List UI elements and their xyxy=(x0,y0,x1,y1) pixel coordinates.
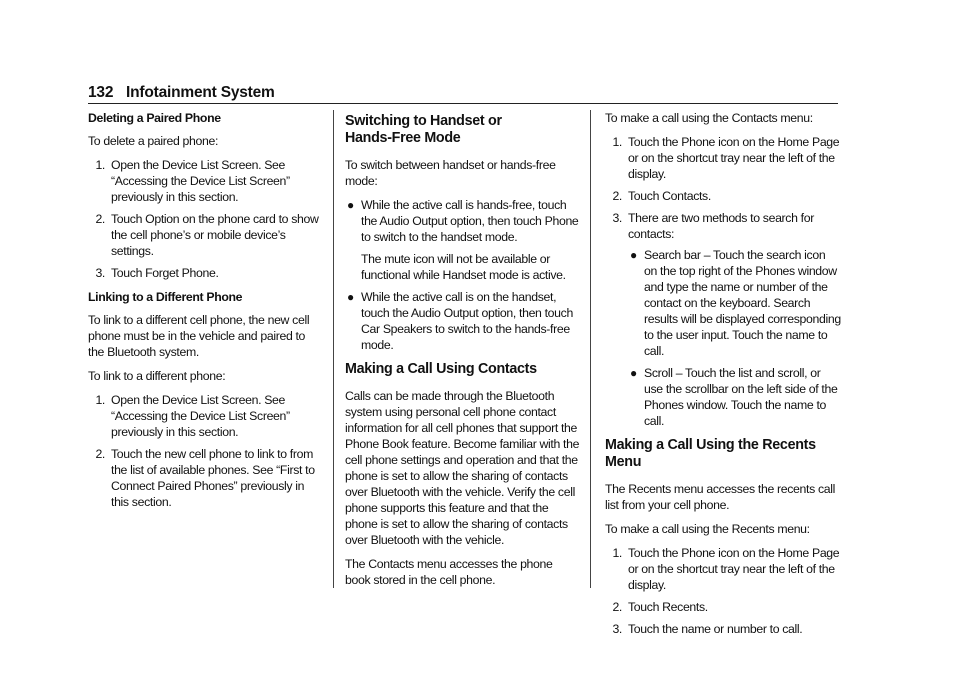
contacts-menu-intro: To make a call using the Contacts menu: xyxy=(605,111,813,125)
mute-note: The mute icon will not be available or functional while Handset mode is active. xyxy=(361,252,566,282)
step-number: 2. xyxy=(95,212,105,226)
step-number: 2. xyxy=(95,447,105,461)
list-item: 2. Touch Option on the phone card to show the cell phone’s or mobile device’s settings. xyxy=(88,211,324,259)
list-item: ● While the active call is on the handset, touch the Audio Output option, then touch Car Speakers to switch to the hands-free mode. xyxy=(347,290,573,352)
step-number: 1. xyxy=(95,393,105,407)
step-number: 3. xyxy=(95,266,105,280)
header-rule xyxy=(88,103,838,104)
column-3 xyxy=(605,110,841,645)
contacts-steps xyxy=(605,134,841,429)
page-title: Infotainment System xyxy=(126,84,275,101)
linking-intro: To link to a different phone: xyxy=(88,369,226,383)
contacts-menu-paragraph: The Contacts menu accesses the phone book stored in the cell phone. xyxy=(345,557,553,587)
deleting-steps xyxy=(88,157,324,281)
step-number: 2. xyxy=(612,189,622,203)
page-number: 132 xyxy=(88,84,114,101)
contacts-paragraph: Calls can be made through the Bluetooth system using personal cell phone contact information for all cell phones that support the Phone Book feature. Become familiar with the cell phone settings and operation and that the phone is set to allow the sharing of contacts over Bluetooth with the vehicle. Verify the cell phone supports this feature and that the phone is set to allow the sharing of contacts over Bluetooth with the vehicle. xyxy=(345,389,580,547)
bullet-icon: ● xyxy=(630,366,637,380)
step-number: 1. xyxy=(95,158,105,172)
subheading-linking: Linking to a Different Phone xyxy=(88,290,243,304)
step-number: 3. xyxy=(612,622,622,636)
search-methods xyxy=(628,247,841,429)
deleting-intro: To delete a paired phone: xyxy=(88,134,219,148)
column-divider-2 xyxy=(590,110,591,588)
bullet-icon: ● xyxy=(347,290,354,304)
step-number: 2. xyxy=(612,600,622,614)
list-item: 3. Touch the name or number to call. xyxy=(605,621,841,637)
recents-steps xyxy=(605,545,841,637)
list-item: 3. Touch Forget Phone. xyxy=(88,265,324,281)
list-item: 1. Open the Device List Screen. See “Accessing the Device List Screen” previously in this section. xyxy=(88,392,324,440)
list-item: ● Scroll – Touch the list and scroll, or use the scrollbar on the left side of the Phones window. Touch the name to call. xyxy=(630,366,838,428)
step-number: 3. xyxy=(612,211,622,225)
linking-steps xyxy=(88,392,324,510)
bullet-icon: ● xyxy=(630,248,637,262)
step-number: 1. xyxy=(612,135,622,149)
column-1 xyxy=(88,110,324,518)
column-divider-1 xyxy=(333,110,334,588)
column-2 xyxy=(345,111,580,596)
list-item: 2. Touch Recents. xyxy=(605,599,841,615)
list-item: 3. There are two methods to search for contacts: ● Search bar – Touch the search icon on the top right of the Phones window and type the name or number of the contact on the keyboard. Search results will be displayed corresponding to the user input. Touch the name to call. ● Scroll – Touch the list and scroll, or use the scrollbar on the left side of the Phones window. Touch the name to call. xyxy=(605,210,841,429)
list-item: 1. Open the Device List Screen. See “Accessing the Device List Screen” previously in this section. xyxy=(88,157,324,205)
recents-paragraph: The Recents menu accesses the recents call list from your cell phone. xyxy=(605,482,835,512)
list-item: 1. Touch the Phone icon on the Home Page or on the shortcut tray near the left of the display. xyxy=(605,545,841,593)
page-header xyxy=(88,84,838,104)
linking-paragraph: To link to a different cell phone, the new cell phone must be in the vehicle and paired to the Bluetooth system. xyxy=(88,313,310,359)
recents-intro: To make a call using the Recents menu: xyxy=(605,522,810,536)
section-title-switching: Switching to Handset or Hands-Free Mode xyxy=(345,113,502,146)
list-item: ● Search bar – Touch the search icon on the top right of the Phones window and type the name or number of the contact on the keyboard. Search results will be displayed corresponding to the user input. Touch the name to call. xyxy=(630,248,841,358)
section-title-contacts: Making a Call Using Contacts xyxy=(345,361,537,377)
step-number: 1. xyxy=(612,546,622,560)
list-item: 1. Touch the Phone icon on the Home Page or on the shortcut tray near the left of the display. xyxy=(605,134,841,182)
list-item: 2. Touch Contacts. xyxy=(605,188,841,204)
list-item: ● While the active call is hands-free, touch the Audio Output option, then touch Phone to switch to the handset mode. The mute icon will not be available or functional while Handset mode is active. xyxy=(347,198,579,282)
switching-bullets xyxy=(345,197,580,353)
bullet-icon: ● xyxy=(347,198,354,212)
list-item: 2. Touch the new cell phone to link to from the list of available phones. See “First to Connect Paired Phones” previously in this section. xyxy=(88,446,324,510)
subheading-deleting: Deleting a Paired Phone xyxy=(88,111,221,125)
switching-intro: To switch between handset or hands-free mode: xyxy=(345,158,556,188)
section-title-recents: Making a Call Using the Recents Menu xyxy=(605,437,816,470)
